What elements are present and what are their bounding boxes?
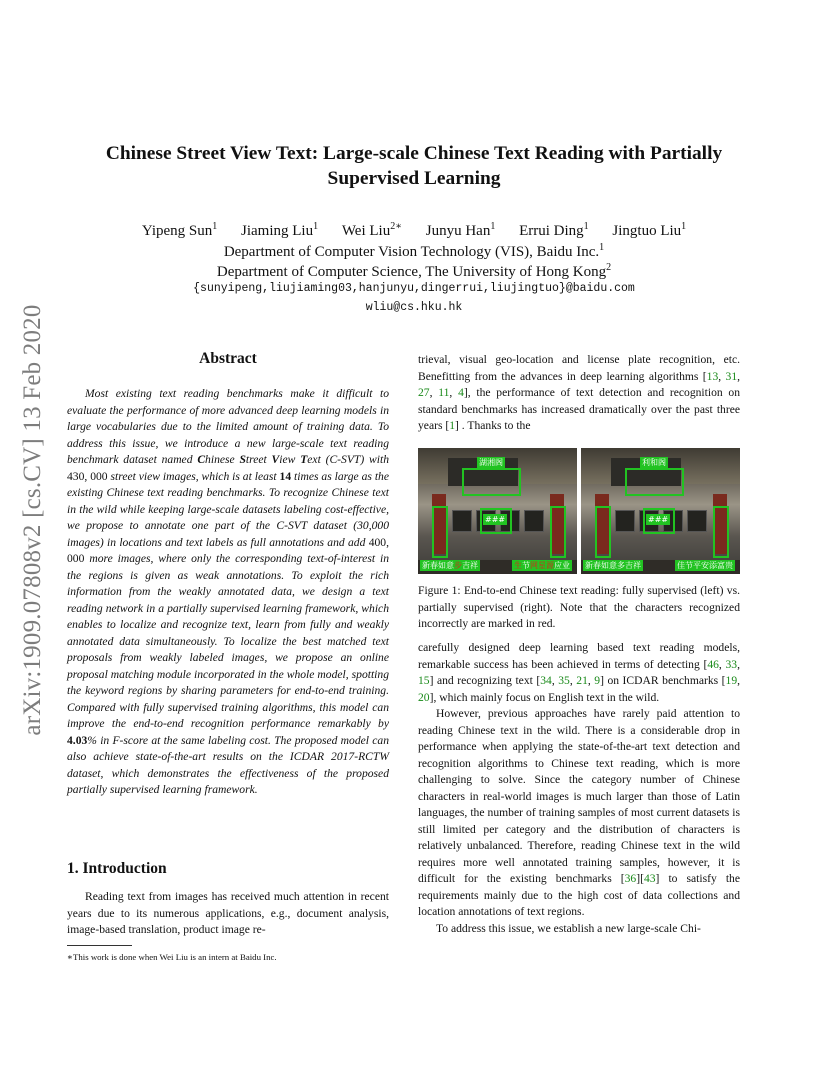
footnote: ∗This work is done when Wei Liu is an intern at Baidu Inc.: [67, 952, 277, 962]
citation-link[interactable]: 11: [438, 386, 450, 399]
citation-link[interactable]: 13: [706, 369, 719, 383]
arxiv-side-stamp: [13, 285, 53, 755]
recognized-text: ###: [485, 515, 506, 524]
citation-link[interactable]: 21: [576, 674, 588, 687]
citation-link[interactable]: 35: [558, 674, 570, 687]
recognized-text: 新春如意多吉祥: [585, 561, 641, 570]
abstract-body: Most existing text reading benchmarks make it difficult to evaluate the performance of more advanced deep learning models in large vocabularies due to the limited amount of training data. To address this issue, we introduce a new large-scale text reading benchmark dataset named Chinese Street View Text (C-SVT) with 430, 000 street view images, which is at least 14 times as large as the existing Chinese text reading benchmarks. To recognize Chinese text in the wild while keeping large-scale datasets labeling cost-effective, we propose to annotate one part of the C-SVT dataset (30,000 images) in locations and text labels as full annotations and add 400, 000 more images, where only the corresponding text-of-interest in the regions is given as weak annotations. To exploit the rich information from the weakly annotated data, we design a text reading network in a partially supervised learning framework, which enables to localize and recognize text, learn from fully and weakly annotated data simultaneously. To localize the best matched text proposals from weakly labeled images, we propose an online proposal matching module incorporated in the whole model, spotting the keyword regions by sharing parameters for end-to-end training. Compared with fully supervised training algorithms, this model can improve the end-to-end recognition performance remarkably by 4.03% in F-score at the same labeling cost. The proposed model can also achieve state-of-the-art results on the ICDAR 2017-RCTW dataset, which demonstrates the effectiveness of the proposed partially supervised learning framework.: [67, 387, 390, 796]
recognized-text: 佳节平安添富贵: [677, 561, 733, 570]
recognized-text: 湖湘阁: [479, 458, 503, 467]
citation-link[interactable]: 19: [725, 674, 738, 687]
figure-caption: Figure 1: End-to-end Chinese text reading: fully supervised (left) vs. partially supervised (right). Note that the characters recognized incorrectly are marked in red.: [418, 584, 740, 630]
citation-link[interactable]: 15: [418, 674, 430, 687]
author: Errui Ding$^1$: [519, 221, 589, 239]
detection-box: [713, 506, 729, 558]
citation-link[interactable]: 46: [707, 657, 719, 671]
citation-link[interactable]: 36: [624, 872, 637, 885]
footnote-divider: [67, 945, 132, 946]
citation-link[interactable]: 33: [725, 657, 738, 671]
fully-supervised-image: [418, 448, 577, 574]
citation-link[interactable]: 27: [418, 386, 430, 399]
author: Jingtuo Liu$^1$: [612, 221, 687, 239]
right-paragraph-2: carefully designed deep learning based text reading models, remarkable success has been achieved in terms of detecting [46, 33, 15] and recognizing text [34, 35, 21, 9] on ICDAR benchmarks [19, 20], which mainly focus on English text in the wild.: [418, 641, 741, 704]
detection-box: [462, 468, 521, 496]
paper-title: [60, 141, 768, 191]
author: Jiaming Liu$^1$: [241, 221, 319, 239]
introduction-paragraph: Reading text from images has received much attention in recent years due to its numerous applications, e.g., document analysis, image-based translation, product image re-: [67, 890, 389, 936]
author: Junyu Han$^1$: [425, 221, 496, 239]
email-line-1: {sunyipeng,liujiaming03,hanjunyu,dingerrui,liujingtuo}@baidu.com: [193, 282, 635, 295]
arxiv-identifier: arXiv:1909.07808v2 [cs.CV] 13 Feb 2020: [19, 304, 46, 736]
figure-1: [418, 448, 740, 574]
citation-link[interactable]: 20: [418, 690, 430, 704]
author: Yipeng Sun$^1$: [141, 221, 218, 239]
citation-link[interactable]: 31: [725, 369, 738, 383]
title-line-2: Supervised Learning: [327, 168, 501, 189]
detection-box: [595, 506, 611, 558]
citation-link[interactable]: 34: [540, 674, 552, 687]
right-paragraph-3: However, previous approaches have rarely paid attention to reading Chinese text in the wild. There is a considerable drop in performance when applying the state-of-the-art text detection and recognition algorithms to Chinese text reading, which is more challenging to solve. Since the category number of Chinese characters in real-world images is much larger than those of Latin languages, the number of training samples of most current datasets is still limited per category and the distribution of characters is relatively unbalanced. Therefore, reading Chinese text in the wild requires more well annotated training samples, however, it is difficult for the existing benchmarks [36][43] to satisfy the requirements mainly due to the high cost of data collections and location annotations of text regions.: [418, 707, 740, 918]
author: Wei Liu$^{2∗}$: [341, 221, 402, 239]
recognized-text: 利和阁: [642, 458, 666, 467]
citation-link[interactable]: 1: [449, 419, 456, 432]
citation-link[interactable]: 43: [643, 872, 656, 885]
email-line-2: wliu@cs.hku.hk: [365, 301, 463, 314]
detection-box: [432, 506, 448, 558]
partially-supervised-image: [581, 448, 740, 574]
recognized-text: ###: [648, 515, 669, 524]
affiliation-2: Department of Computer Science, The University of Hong Kong$^2$: [216, 262, 612, 280]
abstract-heading: Abstract: [199, 350, 257, 367]
recognized-text: 新春如意步吉祥: [422, 561, 478, 570]
right-paragraph-4: To address this issue, we establish a new large-scale Chi-: [436, 921, 701, 935]
title-line-1: Chinese Street View Text: Large-scale Chinese Text Reading with Partially: [105, 143, 723, 164]
right-paragraph-1: trieval, visual geo-location and license plate recognition, etc. Benefitting from the advances in deep learning algorithms [13, 31, 27, 11, 4], the performance of text detection and recognition on standard benchmarks has increased dramatically over the past three years [1] . Thanks to the: [418, 353, 741, 432]
detection-box: [550, 506, 566, 558]
recognized-text: 生节网星源应业: [514, 561, 570, 570]
citation-link[interactable]: 4: [458, 386, 464, 399]
citation-link[interactable]: 9: [594, 674, 601, 687]
right-column-text: [418, 640, 740, 937]
detection-box: [625, 468, 684, 496]
introduction-heading: 1. Introduction: [67, 860, 167, 877]
affiliation-1: Department of Computer Vision Technology (VIS), Baidu Inc.$^1$: [223, 242, 605, 260]
